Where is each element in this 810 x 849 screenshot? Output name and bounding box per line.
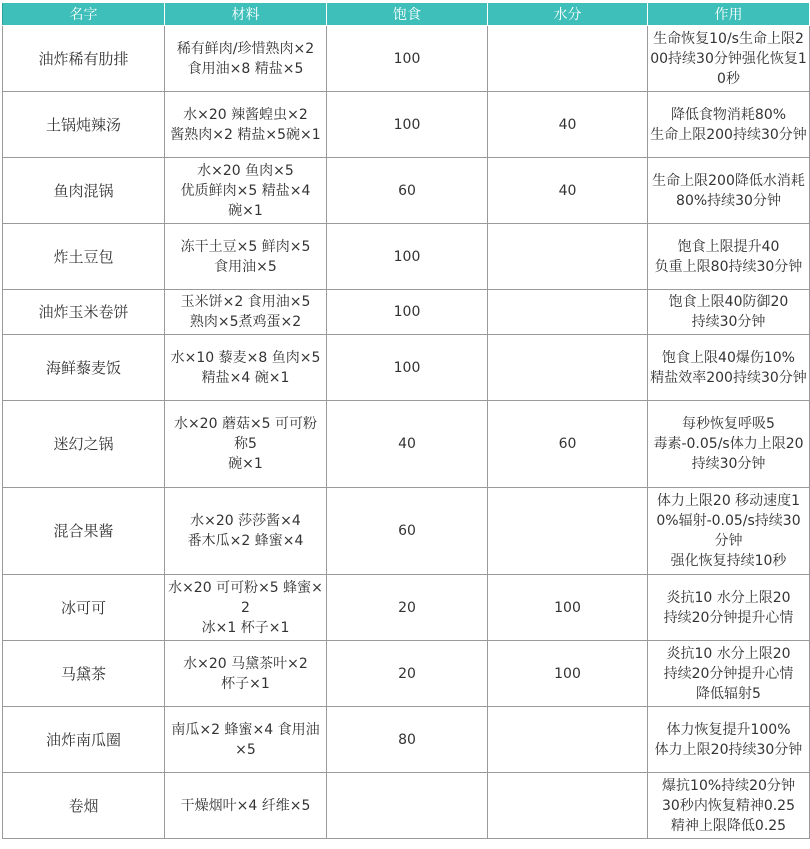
cell-satiety: 60 [327,158,488,224]
table-row [3,224,810,290]
header-satiety: 饱食 [327,3,488,26]
cell-materials: 稀有鲜肉/珍惜熟肉×2 食用油×8 精盐×5 [165,26,327,92]
table-row [3,158,810,224]
cell-name: 油炸玉米卷饼 [3,290,165,335]
cell-water [488,488,648,575]
cell-satiety: 20 [327,641,488,707]
cell-effect: 饱食上限提升40 负重上限80持续30分钟 [648,224,810,290]
cell-water [488,335,648,401]
table-row [3,575,810,641]
table-row [3,401,810,488]
cell-effect: 炎抗10 水分上限20 持续20分钟提升心情 [648,575,810,641]
cell-materials: 玉米饼×2 食用油×5 熟肉×5煮鸡蛋×2 [165,290,327,335]
cell-materials: 水×20 可可粉×5 蜂蜜×2 冰×1 杯子×1 [165,575,327,641]
cell-satiety: 80 [327,707,488,773]
cell-water: 100 [488,641,648,707]
cell-materials: 水×20 蘑菇×5 可可粉称5 碗×1 [165,401,327,488]
table-row [3,707,810,773]
cell-materials: 水×20 辣酱蝗虫×2 酱熟肉×2 精盐×5碗×1 [165,92,327,158]
cell-materials: 干燥烟叶×4 纤维×5 [165,773,327,839]
cell-materials: 水×20 鱼肉×5 优质鲜肉×5 精盐×4 碗×1 [165,158,327,224]
cell-satiety: 100 [327,92,488,158]
table-row [3,92,810,158]
cell-water [488,224,648,290]
cell-satiety: 100 [327,26,488,92]
cell-effect: 饱食上限40防御20 持续30分钟 [648,290,810,335]
cell-satiety: 100 [327,224,488,290]
cell-effect: 生命上限200降低水消耗80%持续30分钟 [648,158,810,224]
cell-satiety [327,773,488,839]
header-name: 名字 [3,3,165,26]
cell-materials: 水×10 藜麦×8 鱼肉×5 精盐×4 碗×1 [165,335,327,401]
cell-name: 冰可可 [3,575,165,641]
cell-water [488,773,648,839]
cell-name: 迷幻之锅 [3,401,165,488]
cell-satiety: 20 [327,575,488,641]
cell-satiety: 100 [327,290,488,335]
header-effect: 作用 [648,3,810,26]
cell-water: 40 [488,158,648,224]
cell-effect: 降低食物消耗80% 生命上限200持续30分钟 [648,92,810,158]
table-row [3,641,810,707]
cell-materials: 南瓜×2 蜂蜜×4 食用油×5 [165,707,327,773]
cell-effect: 每秒恢复呼吸5 毒素-0.05/s体力上限20 持续30分钟 [648,401,810,488]
cell-effect: 饱食上限40爆伤10% 精盐效率200持续30分钟 [648,335,810,401]
cell-water [488,707,648,773]
cell-name: 油炸南瓜圈 [3,707,165,773]
cell-satiety: 40 [327,401,488,488]
table-header-row [3,3,810,26]
cell-satiety: 100 [327,335,488,401]
table-row [3,773,810,839]
cell-name: 马黛茶 [3,641,165,707]
cell-water [488,26,648,92]
header-water: 水分 [488,3,648,26]
cell-name: 混合果酱 [3,488,165,575]
cell-materials: 水×20 马黛茶叶×2 杯子×1 [165,641,327,707]
table-row [3,488,810,575]
recipe-table [2,2,810,839]
cell-materials: 冻干土豆×5 鲜肉×5 食用油×5 [165,224,327,290]
cell-name: 海鲜藜麦饭 [3,335,165,401]
cell-effect: 体力上限20 移动速度10%辐射-0.05/s持续30分钟 强化恢复持续10秒 [648,488,810,575]
cell-water: 40 [488,92,648,158]
cell-materials: 水×20 莎莎酱×4 番木瓜×2 蜂蜜×4 [165,488,327,575]
cell-name: 油炸稀有肋排 [3,26,165,92]
table-row [3,335,810,401]
header-materials: 材料 [165,3,327,26]
cell-satiety: 60 [327,488,488,575]
cell-water: 100 [488,575,648,641]
cell-effect: 体力恢复提升100% 体力上限20持续30分钟 [648,707,810,773]
table-row [3,290,810,335]
cell-effect: 生命恢复10/s生命上限200持续30分钟强化恢复10秒 [648,26,810,92]
cell-name: 卷烟 [3,773,165,839]
cell-name: 鱼肉混锅 [3,158,165,224]
cell-name: 土锅炖辣汤 [3,92,165,158]
cell-effect: 炎抗10 水分上限20 持续20分钟提升心情 降低辐射5 [648,641,810,707]
cell-water [488,290,648,335]
table-row [3,26,810,92]
cell-name: 炸土豆包 [3,224,165,290]
cell-effect: 爆抗10%持续20分钟 30秒内恢复精神0.25 精神上限降低0.25 [648,773,810,839]
cell-water: 60 [488,401,648,488]
